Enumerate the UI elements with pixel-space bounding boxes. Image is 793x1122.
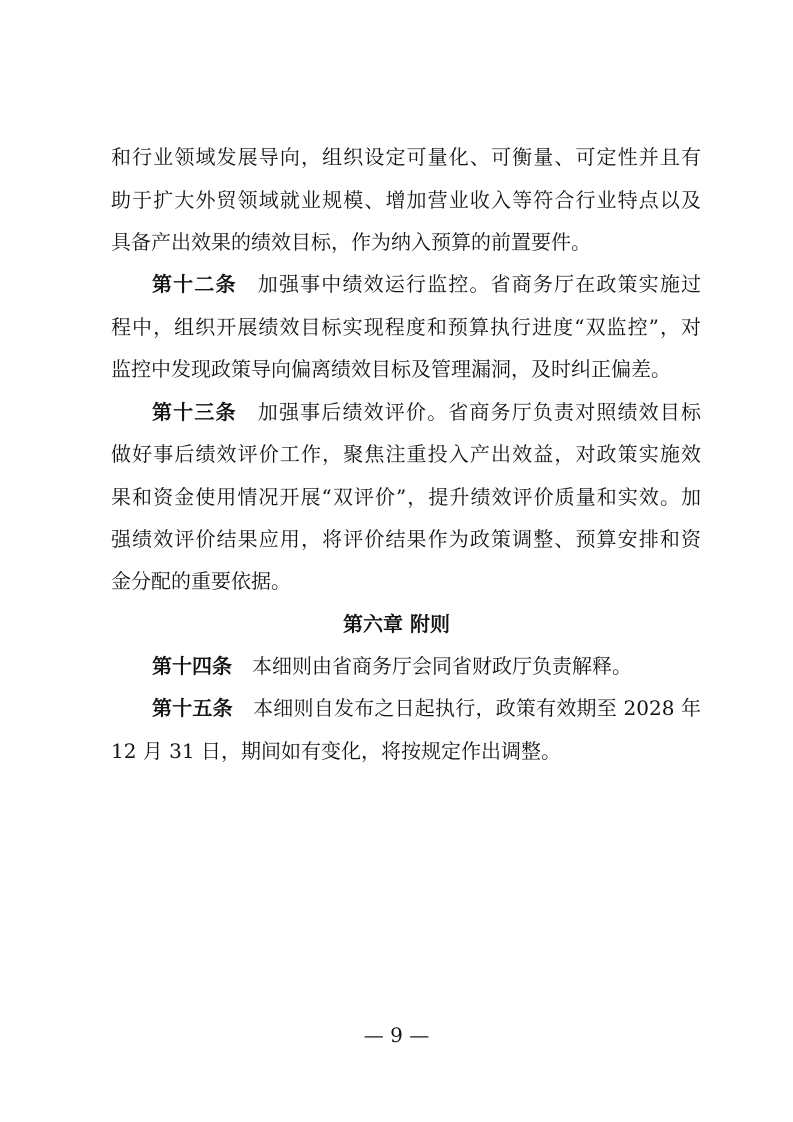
article-15-text: 本细则自发布之日起执行，政策有效期至 2028 年 [252,696,702,720]
body-text-line: 强绩效评价结果应用，将评价结果作为政策调整、预算安排和资 [111,527,701,551]
article-13-first-line [152,392,701,432]
article-12-text: 加强事中绩效运行监控。省商务厅在政策实施过 [256,272,702,296]
body-text-line: 助于扩大外贸领域就业规模、增加营业收入等符合行业特点以及 [111,188,701,212]
body-text-line: 12 月 31 日，期间如有变化，将按规定作出调整。 [111,739,561,763]
body-text-line: 具备产出效果的绩效目标，作为纳入预算的前置要件。 [111,230,591,254]
article-12-first-line [152,264,701,304]
article-14-text: 本细则由省商务厅会同省财政厅负责解释。 [252,654,632,678]
page-number: — 9 — [363,1023,430,1047]
article-13-label: 第十三条 [152,400,237,424]
body-text-line: 和行业领域发展导向，组织设定可量化、可衡量、可定性并且有 [111,145,701,169]
chapter-heading: 第六章 附则 [343,612,450,636]
body-text-line: 程中，组织开展绩效目标实现程度和预算执行进度“双监控”，对 [111,315,701,339]
article-12-label: 第十二条 [152,272,237,296]
body-text-line: 做好事后绩效评价工作，聚焦注重投入产出效益，对政策实施效 [111,442,701,466]
article-15-first-line [152,688,701,728]
body-text-line: 果和资金使用情况开展“双评价”，提升绩效评价质量和实效。加 [111,485,701,509]
article-14-line [152,646,701,686]
article-13-text: 加强事后绩效评价。省商务厅负责对照绩效目标 [256,400,702,424]
body-text-line: 监控中发现政策导向偏离绩效目标及管理漏洞，及时纠正偏差。 [111,357,671,381]
article-15-label: 第十五条 [152,696,233,720]
body-text-line: 金分配的重要依据。 [111,569,291,593]
article-14-label: 第十四条 [152,654,232,678]
